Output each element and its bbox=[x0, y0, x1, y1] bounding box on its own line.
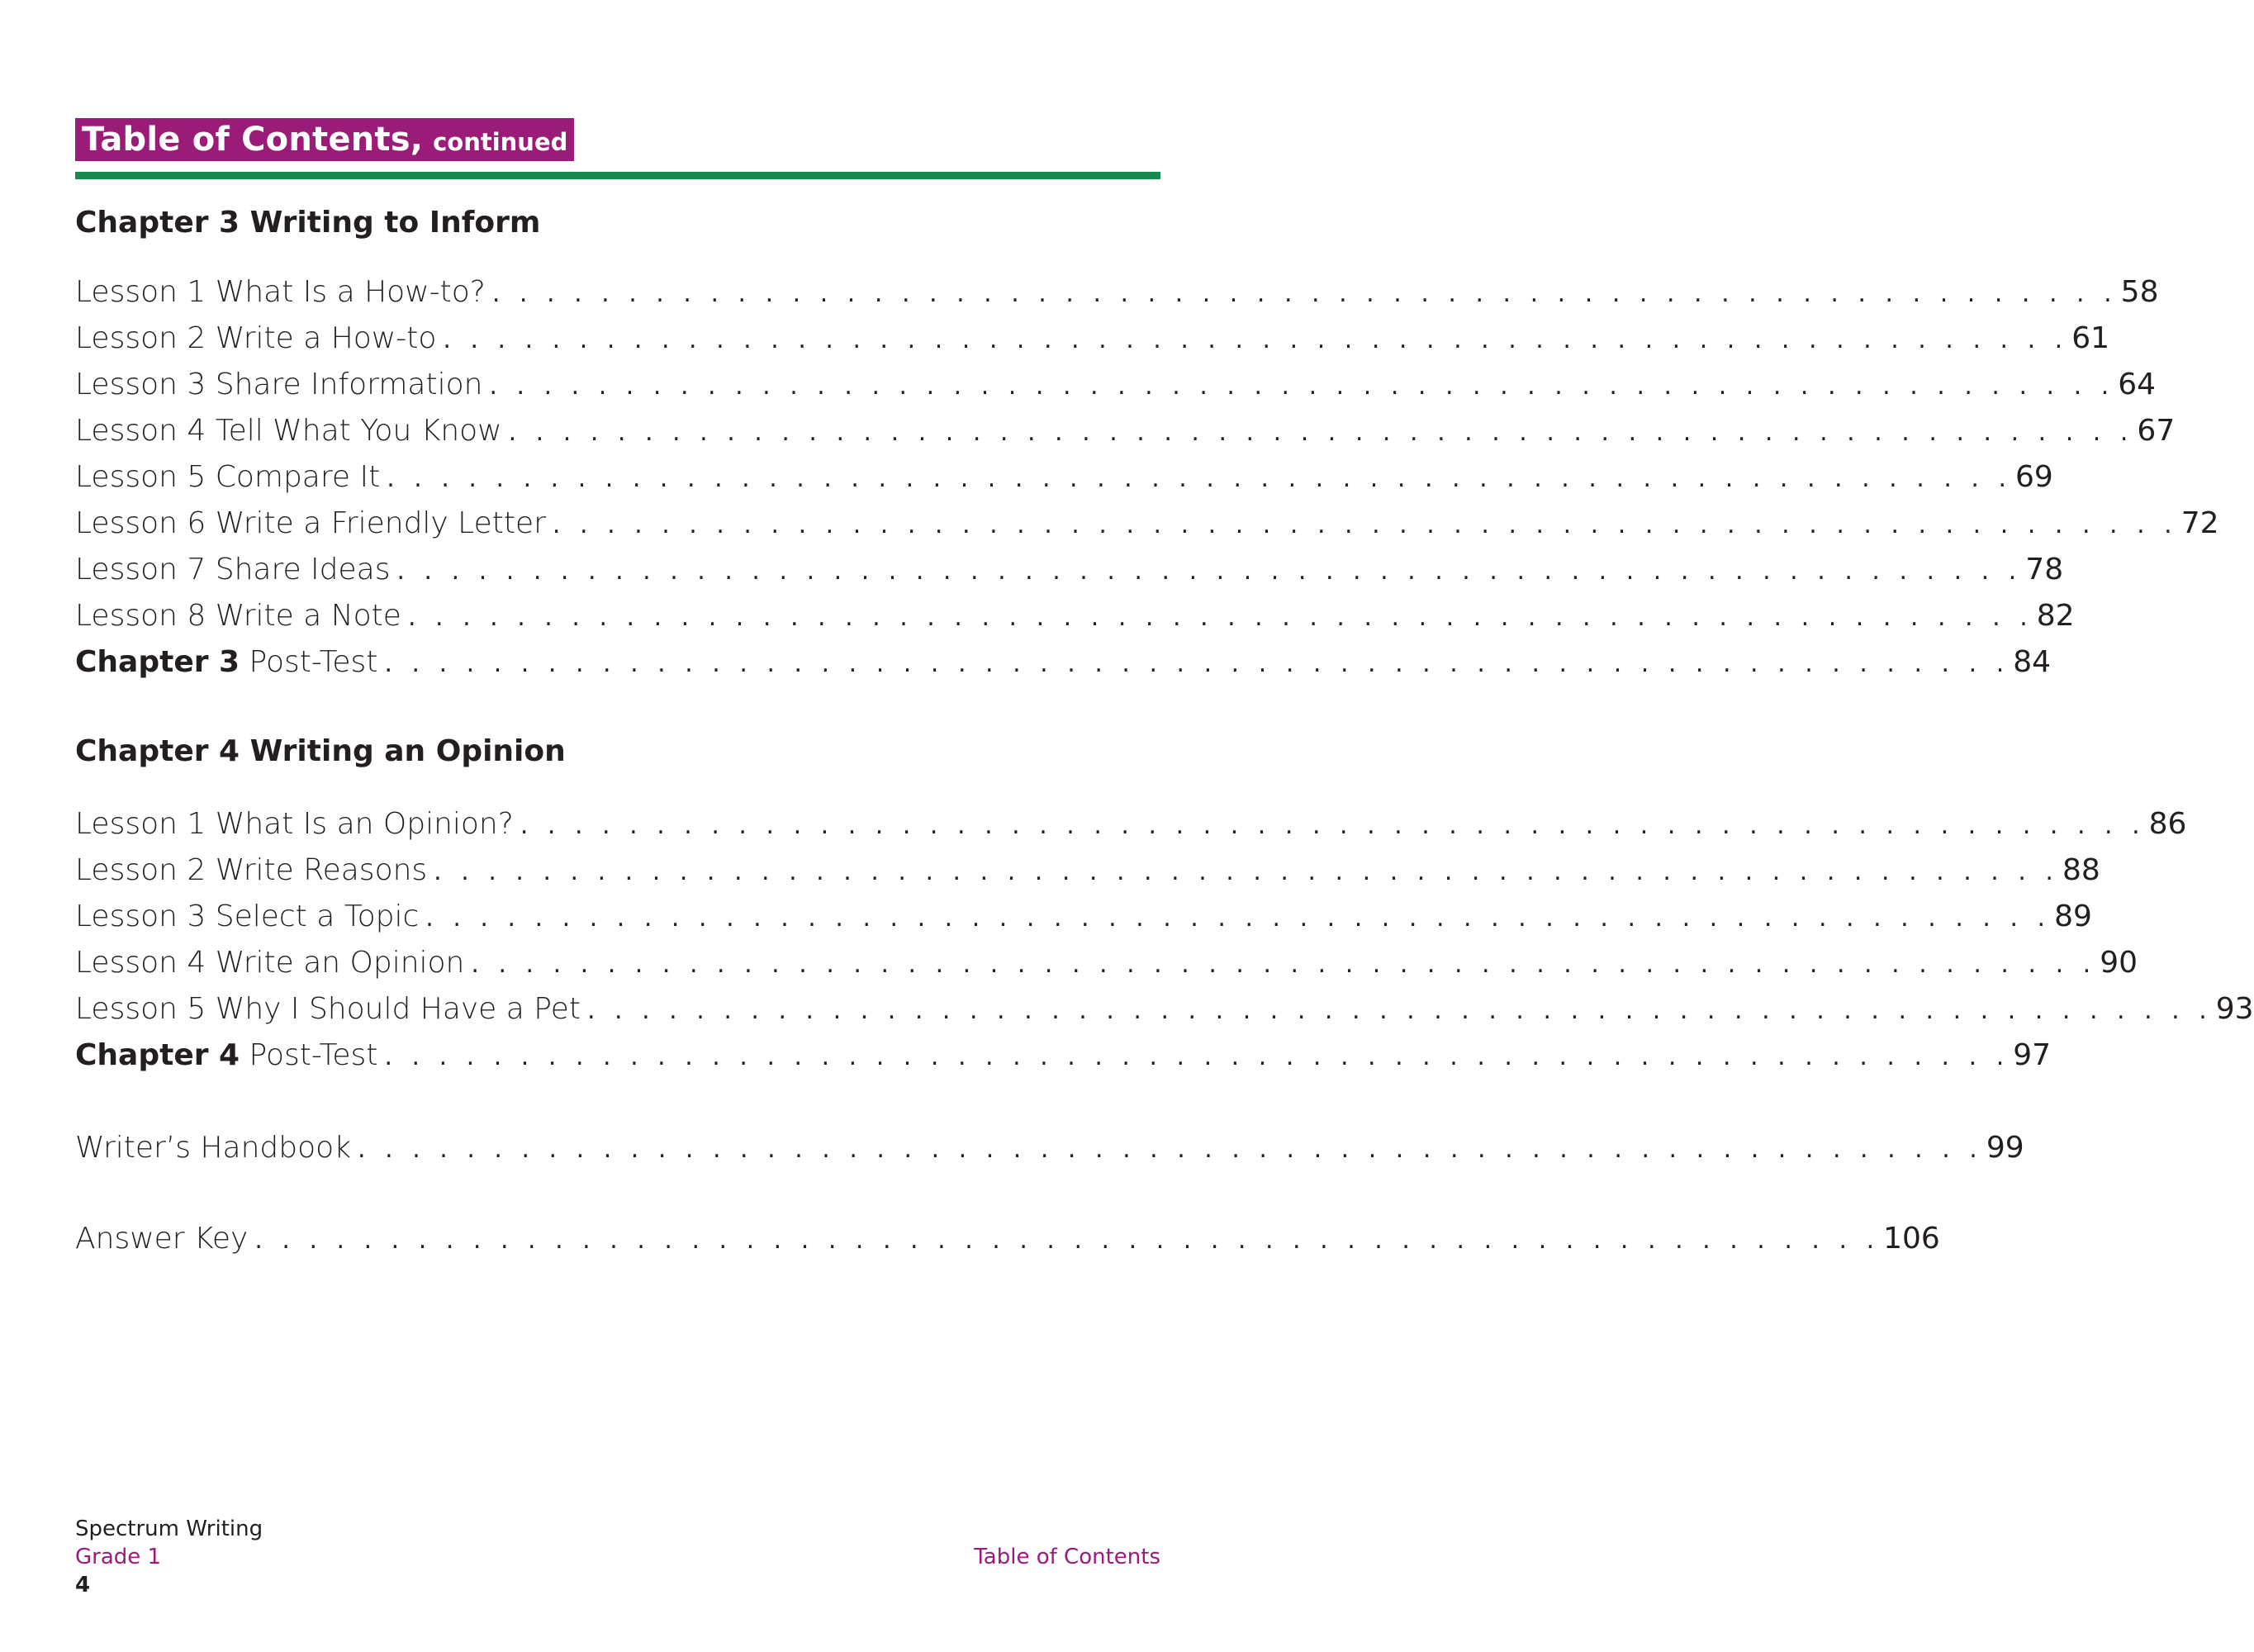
toc-entry[interactable] bbox=[75, 501, 2219, 547]
entry-label: Lesson 2 Write Reasons bbox=[75, 853, 428, 887]
dot-leader: . . . . . . . . . . . . . . . . . . . . . . . . . . . . . . . . . . . . . . . . . . . . . . . . . . . . . . . . . . . . bbox=[489, 372, 2115, 401]
entry-label: Lesson 6 Write a Friendly Letter bbox=[75, 506, 546, 540]
entry-page: 90 bbox=[2100, 946, 2138, 980]
entry-label: Lesson 5 Why I Should Have a Pet bbox=[75, 992, 581, 1026]
entry-label-bold: Chapter 4 bbox=[75, 1038, 240, 1072]
dot-leader: . . . . . . . . . . . . . . . . . . . . . . . . . . . . . . . . . . . . . . . . . . . . . . . . . . . . . . . . . . . . bbox=[586, 996, 2213, 1025]
entry-label: Answer Key bbox=[75, 1222, 249, 1256]
chapter-3-list bbox=[75, 269, 2219, 686]
entry-page: 69 bbox=[2015, 460, 2053, 494]
dot-leader: . . . . . . . . . . . . . . . . . . . . . . . . . . . . . . . . . . . . . . . . . . . . . . . . . . . . . . . . . . . . bbox=[471, 950, 2097, 979]
entry-page: 88 bbox=[2062, 853, 2100, 887]
toc-entry-post-test[interactable] bbox=[75, 1032, 2052, 1079]
entry-page: 82 bbox=[2036, 599, 2075, 633]
entry-page: 78 bbox=[2025, 553, 2064, 586]
toc-entry[interactable] bbox=[75, 269, 2159, 316]
entry-page: 67 bbox=[2137, 414, 2176, 448]
footer-brand: Spectrum Writing bbox=[75, 1517, 263, 1541]
dot-leader: . . . . . . . . . . . . . . . . . . . . . . . . . . . . . . . . . . . . . . . . . . . . . . . . . . . . . . . . . . . . bbox=[358, 1135, 1983, 1164]
entry-label-rest: Post-Test bbox=[249, 645, 378, 679]
entry-page: 61 bbox=[2071, 321, 2110, 355]
toc-entry[interactable] bbox=[75, 454, 2053, 501]
footer-page-number: 4 bbox=[75, 1573, 91, 1597]
entry-label bbox=[75, 1032, 377, 1079]
toc-entry[interactable] bbox=[75, 316, 2110, 362]
entry-label: Lesson 3 Select a Topic bbox=[75, 900, 420, 933]
toc-entry-answer-key[interactable] bbox=[75, 1216, 1940, 1262]
dot-leader: . . . . . . . . . . . . . . . . . . . . . . . . . . . . . . . . . . . . . . . . . . . . . . . . . . . . . . . . . . . . bbox=[443, 325, 2069, 354]
dot-leader: . . . . . . . . . . . . . . . . . . . . . . . . . . . . . . . . . . . . . . . . . . . . . . . . . . . . . . . . . . . . bbox=[491, 279, 2118, 308]
dot-leader: . . . . . . . . . . . . . . . . . . . . . . . . . . . . . . . . . . . . . . . . . . . . . . . . . . . . . . . . . . . . bbox=[434, 857, 2059, 886]
footer-grade: Grade 1 bbox=[75, 1545, 162, 1569]
toc-entry[interactable] bbox=[75, 986, 2254, 1032]
dot-leader: . . . . . . . . . . . . . . . . . . . . . . . . . . . . . . . . . . . . . . . . . . . . . . . . . . . . . . . . . . . . bbox=[396, 557, 2023, 586]
page-title bbox=[75, 118, 574, 161]
chapter-4-heading: Chapter 4 Writing an Opinion bbox=[75, 734, 566, 768]
entry-page: 58 bbox=[2120, 275, 2159, 309]
chapter-4-list bbox=[75, 801, 2254, 1079]
entry-label-rest: Post-Test bbox=[249, 1038, 378, 1072]
entry-label: Lesson 1 What Is a How-to? bbox=[75, 275, 486, 309]
entry-label: Lesson 8 Write a Note bbox=[75, 599, 401, 633]
toc-entry[interactable] bbox=[75, 847, 2100, 894]
toc-entry[interactable] bbox=[75, 593, 2075, 639]
footer-section-title: Table of Contents bbox=[974, 1545, 1160, 1569]
dot-leader: . . . . . . . . . . . . . . . . . . . . . . . . . . . . . . . . . . . . . . . . . . . . . . . . . . . . . . . . . . . . bbox=[425, 904, 2052, 933]
entry-label: Lesson 4 Tell What You Know bbox=[75, 414, 502, 448]
toc-entry[interactable] bbox=[75, 547, 2064, 593]
entry-page: 84 bbox=[2013, 645, 2052, 679]
entry-page: 64 bbox=[2118, 368, 2157, 401]
dot-leader: . . . . . . . . . . . . . . . . . . . . . . . . . . . . . . . . . . . . . . . . . . . . . . . . . . . . . . . . . . . . bbox=[508, 418, 2134, 447]
title-rule bbox=[75, 172, 1160, 179]
entry-label: Lesson 3 Share Information bbox=[75, 368, 483, 401]
dot-leader: . . . . . . . . . . . . . . . . . . . . . . . . . . . . . . . . . . . . . . . . . . . . . . . . . . . . . . . . . . . . bbox=[384, 1042, 2010, 1071]
entry-label: Lesson 5 Compare It bbox=[75, 460, 381, 494]
toc-entry[interactable] bbox=[75, 894, 2092, 940]
entry-page: 99 bbox=[1986, 1131, 2024, 1165]
chapter-3-heading: Chapter 3 Writing to Inform bbox=[75, 206, 541, 240]
entry-label-bold: Chapter 3 bbox=[75, 645, 240, 679]
entry-page: 93 bbox=[2215, 992, 2254, 1026]
writers-handbook-section bbox=[75, 1125, 2024, 1171]
entry-label bbox=[75, 639, 377, 686]
toc-entry[interactable] bbox=[75, 362, 2157, 408]
dot-leader: . . . . . . . . . . . . . . . . . . . . . . . . . . . . . . . . . . . . . . . . . . . . . . . . . . . . . . . . . . . . bbox=[552, 510, 2178, 539]
entry-page: 86 bbox=[2148, 807, 2187, 841]
dot-leader: . . . . . . . . . . . . . . . . . . . . . . . . . . . . . . . . . . . . . . . . . . . . . . . . . . . . . . . . . . . . bbox=[407, 603, 2033, 632]
entry-label: Lesson 7 Share Ideas bbox=[75, 553, 391, 586]
title-main: Table of Contents, bbox=[82, 121, 424, 159]
entry-page: 72 bbox=[2180, 506, 2219, 540]
entry-label: Lesson 2 Write a How-to bbox=[75, 321, 437, 355]
toc-entry-post-test[interactable] bbox=[75, 639, 2052, 686]
answer-key-section bbox=[75, 1216, 1940, 1262]
toc-entry[interactable] bbox=[75, 801, 2187, 847]
dot-leader: . . . . . . . . . . . . . . . . . . . . . . . . . . . . . . . . . . . . . . . . . . . . . . . . . . . . . . . . . . . . bbox=[384, 649, 2010, 678]
entry-label: Writer’s Handbook bbox=[75, 1131, 352, 1165]
entry-label: Lesson 1 What Is an Opinion? bbox=[75, 807, 514, 841]
entry-label: Lesson 4 Write an Opinion bbox=[75, 946, 465, 980]
toc-entry[interactable] bbox=[75, 940, 2138, 986]
toc-entry-writers-handbook[interactable] bbox=[75, 1125, 2024, 1171]
toc-entry[interactable] bbox=[75, 408, 2176, 454]
dot-leader: . . . . . . . . . . . . . . . . . . . . . . . . . . . . . . . . . . . . . . . . . . . . . . . . . . . . . . . . . . . . bbox=[254, 1226, 1881, 1255]
title-continued: continued bbox=[433, 128, 568, 156]
dot-leader: . . . . . . . . . . . . . . . . . . . . . . . . . . . . . . . . . . . . . . . . . . . . . . . . . . . . . . . . . . . . bbox=[520, 811, 2146, 840]
entry-page: 97 bbox=[2013, 1038, 2052, 1072]
entry-page: 106 bbox=[1883, 1222, 1940, 1256]
entry-page: 89 bbox=[2054, 900, 2092, 933]
dot-leader: . . . . . . . . . . . . . . . . . . . . . . . . . . . . . . . . . . . . . . . . . . . . . . . . . . . . . . . . . . . . bbox=[387, 464, 2013, 493]
